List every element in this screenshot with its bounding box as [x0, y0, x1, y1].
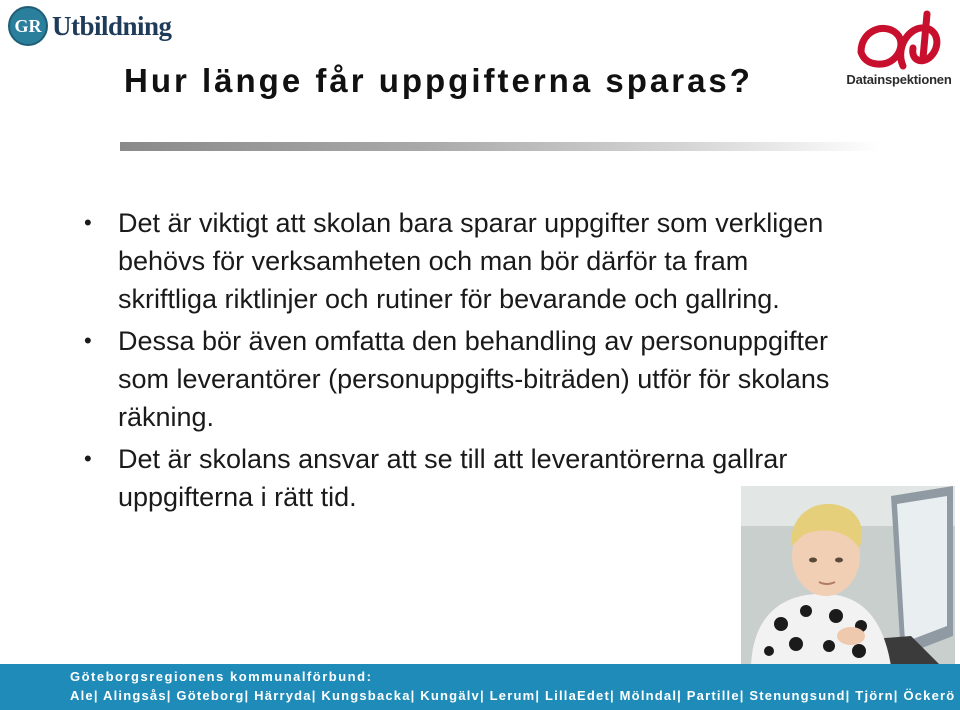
datainspektionen-logo: [844, 8, 954, 87]
gr-utbildning-logo: [8, 6, 172, 46]
bullet-item: • Det är viktigt att skolan bara sparar uppgifter som verkligen behövs för verksamheten och man bör därför ta fram skriftliga riktlinjer och rutiner för bevarande och gallring.: [80, 204, 840, 318]
footer-org-name: Göteborgsregionens kommunalförbund:: [70, 669, 373, 684]
datainspektionen-mark-icon: [851, 8, 947, 72]
footer-bar: [0, 664, 960, 710]
footer-municipalities: Ale| Alingsås| Göteborg| Härryda| Kungsbacka| Kungälv| Lerum| LillaEdet| Mölndal| Partille| Stenungsund| Tjörn| Öckerö: [70, 688, 956, 703]
bullet-item: • Dessa bör även omfatta den behandling av personuppgifter som leverantörer (personuppgifts-biträden) utför för skolans räkning.: [80, 322, 840, 436]
datainspektionen-wordmark: Datainspektionen: [846, 72, 952, 87]
bullet-list: [80, 204, 840, 520]
photo-illustration-icon: [741, 486, 955, 666]
title-divider: [120, 142, 880, 151]
child-with-laptop-photo: [741, 486, 955, 666]
gr-badge: GR: [8, 6, 48, 46]
slide-title: Hur länge får uppgifterna sparas?: [124, 62, 753, 99]
bullet-item: • Det är skolans ansvar att se till att leverantörerna gallrar uppgifterna i rätt tid.: [80, 440, 840, 516]
gr-wordmark: Utbildning: [52, 10, 172, 41]
